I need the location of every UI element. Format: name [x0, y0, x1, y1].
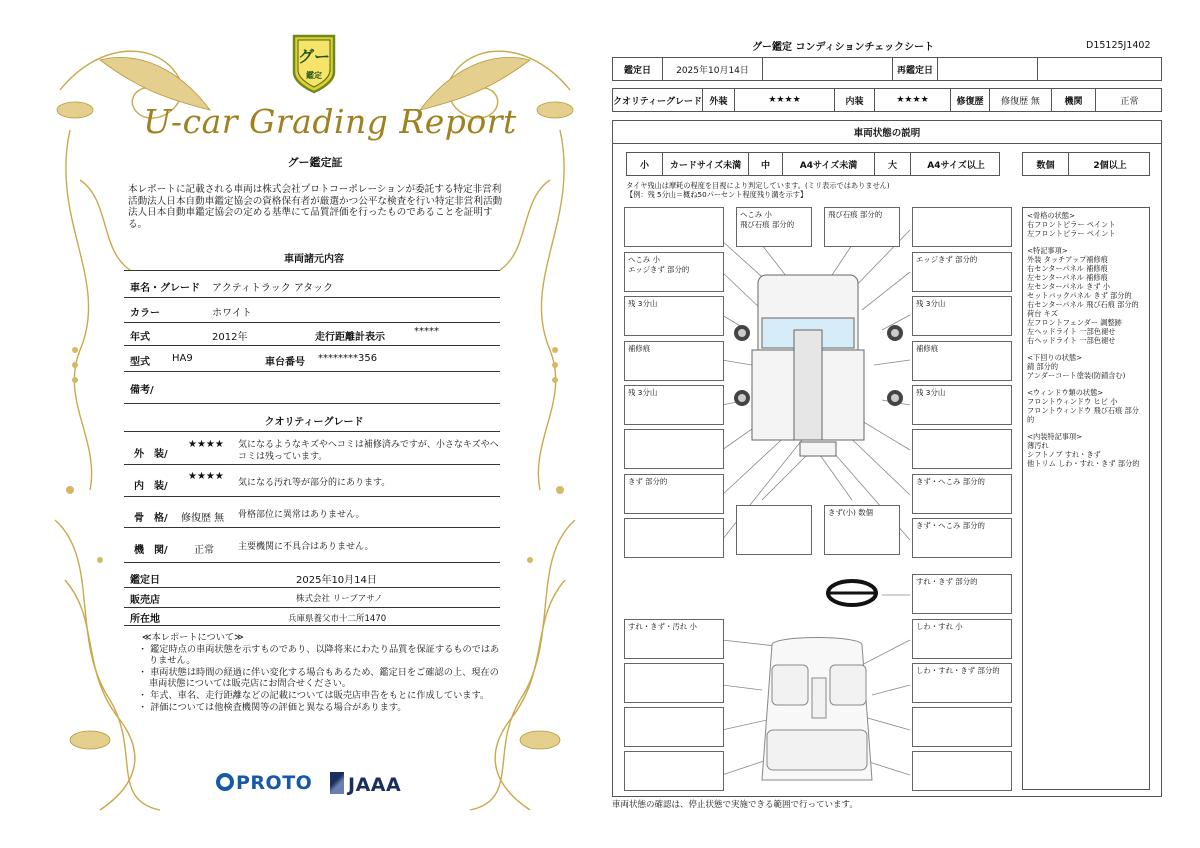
- exterior-value: ★★★★: [735, 89, 835, 111]
- location-label: 所在地: [130, 614, 160, 625]
- empty-cell: [1038, 58, 1163, 80]
- note-item: ・ 評価については他検査機関等の評価と異なる場合があります。: [138, 701, 407, 713]
- engine-text: 主要機関に不具合はありません。: [238, 542, 374, 552]
- tire-note: [626, 181, 890, 199]
- panel-gap: [1027, 345, 1145, 353]
- location-value: 兵庫県養父市十二所1470: [288, 614, 387, 624]
- panel-line: フロントウィンドウ ヒビ 小: [1027, 397, 1118, 406]
- empty-cell: [763, 58, 893, 80]
- color-value: ホワイト: [212, 308, 252, 319]
- condition-box: [736, 505, 812, 555]
- panel-line: 左フロントピラー ペイント: [1027, 229, 1116, 238]
- repair-label: 修復歴: [951, 89, 990, 111]
- panel-line: 左センターパネル きず 小: [1027, 282, 1110, 291]
- panel-line: <特記事項>: [1027, 246, 1068, 255]
- condition-box: きず(小) 数個: [824, 505, 900, 555]
- panel-line: 左センターパネル 補修痕: [1027, 273, 1108, 282]
- legend-medium-desc: A4サイズ未満: [783, 153, 875, 175]
- quality-heading: クオリティーグレード: [264, 417, 364, 428]
- panel-line: 右フロントピラー ペイント: [1027, 220, 1116, 229]
- condition-box: [624, 663, 724, 703]
- legend-medium: 中: [749, 153, 783, 175]
- panel-gap: [1027, 238, 1145, 246]
- proto-logo-text: PROTO: [236, 772, 313, 794]
- jaaa-logo-text: JAAA: [348, 774, 402, 796]
- panel-line: <下回りの状態>: [1027, 353, 1083, 362]
- panel-line: 左ヘッドライト 一部色褪せ: [1027, 327, 1116, 336]
- divider: [124, 431, 500, 432]
- steering-wheel-icon: [828, 581, 876, 605]
- condition-box: 補修痕: [912, 341, 1012, 381]
- condition-box: きず 部分的: [624, 474, 724, 514]
- interior-text: 気になる汚れ等が部分的にあります。: [238, 478, 391, 488]
- tire-note-line: タイヤ残山は摩耗の程度を目視により判定しています。(ミリ表示ではありません): [626, 181, 890, 190]
- chassis-value: ********356: [318, 353, 378, 364]
- divider: [124, 607, 500, 608]
- condition-box: 残 3分山: [912, 296, 1012, 336]
- panel-line: <骨格の状態>: [1027, 211, 1075, 220]
- panel-line: <内装特記事項>: [1027, 432, 1083, 441]
- condition-box: へこみ 小 エッジきず 部分的: [624, 252, 724, 292]
- odometer-value: *****: [414, 326, 439, 337]
- divider: [124, 270, 500, 271]
- condition-box: [624, 429, 724, 469]
- sheet-id: D15125J1402: [1086, 40, 1151, 51]
- engine-value: 正常: [1120, 96, 1139, 107]
- notes-title: ≪本レポートについて≫: [142, 632, 244, 643]
- legend-count-desc: 2個以上: [1093, 160, 1127, 171]
- frame-label: 骨 格/: [134, 513, 168, 524]
- legend-large: 大: [875, 153, 911, 175]
- exterior-stars: ★★★★: [188, 439, 224, 450]
- condition-box: [912, 429, 1012, 469]
- grade-row: [612, 88, 1162, 112]
- reinspect-value: [938, 58, 1038, 80]
- divider: [124, 587, 500, 588]
- divider: [124, 345, 500, 346]
- engine-value: 正常: [194, 545, 214, 556]
- interior-label: 内装: [835, 89, 875, 111]
- certificate-intro: 本レポートに記載される車両は株式会社プロトコーポレーションが委託する特定非営利活動法人日本自動車鑑定協会の資格保有者が厳選かつ公平な検査を行い特定非営利活動法人日本自動車鑑定協会の定める基準にて品質評価を行ったものであることを証明する。: [128, 184, 503, 230]
- jaaa-mark-icon: [330, 772, 344, 794]
- condition-details-panel: [1022, 207, 1150, 790]
- panel-line: 左フロントフェンダー 調整跡: [1027, 318, 1122, 327]
- report-notes: [138, 632, 500, 713]
- chassis-label: 車台番号: [265, 357, 305, 368]
- panel-line: アンダーコート塗装(防錆含む): [1027, 371, 1126, 380]
- odometer-label: 走行距離計表示: [315, 332, 385, 343]
- count-legend: [1022, 152, 1150, 176]
- exterior-label: 外 装/: [134, 449, 168, 460]
- condition-box: [912, 707, 1012, 747]
- dealer-value: 株式会社 リーブアサノ: [296, 594, 383, 604]
- remarks-label: 備考/: [130, 385, 154, 396]
- divider: [124, 562, 500, 563]
- engine-label: 機 関/: [134, 545, 168, 556]
- date-label: 鑑定日: [130, 575, 160, 586]
- divider: [124, 625, 500, 626]
- sheet-title: グー鑑定 コンディションチェックシート: [752, 42, 935, 53]
- jaaa-logo: [330, 772, 401, 796]
- interior-stars: ★★★★: [188, 471, 224, 482]
- note-item: ・ 鑑定時点の車両状態を示すものであり、以降将来にわたり品質を保証するものではありません。: [138, 643, 500, 667]
- condition-box: [912, 207, 1012, 247]
- model-label: 車名・グレード: [130, 283, 200, 294]
- interior-label: 内 装/: [134, 481, 168, 492]
- frame-value: 修復歴 無: [181, 513, 225, 524]
- panel-line: <ウィンドウ類の状態>: [1027, 388, 1104, 397]
- type-label: 型式: [130, 357, 150, 368]
- condition-box: 残 3分山: [912, 385, 1012, 425]
- year-label: 年式: [130, 332, 150, 343]
- panel-gap: [1027, 380, 1145, 388]
- condition-box: 飛び石痕 部分的: [824, 207, 900, 247]
- condition-box: [912, 751, 1012, 791]
- divider: [124, 464, 500, 465]
- tire-note-line: 【例：残 5分山＝概ね50パーセント程度残り溝を示す】: [626, 190, 808, 199]
- condition-box: エッジきず 部分的: [912, 252, 1012, 292]
- proto-mark-icon: [216, 773, 234, 791]
- year-value: 2012年: [212, 332, 248, 343]
- desc-heading: 車両状態の説明: [612, 120, 1162, 144]
- condition-box: [624, 751, 724, 791]
- script-title: U-car Grading Report: [143, 102, 517, 141]
- legend-small-desc: カードサイズ未満: [663, 153, 749, 175]
- note-item: ・ 年式、車名、走行距離などの記載については販売店申告をもとに作成しています。: [138, 689, 490, 701]
- interior-value: ★★★★: [875, 89, 951, 111]
- panel-line: 薄汚れ: [1027, 441, 1049, 450]
- date-row: [612, 57, 1162, 81]
- condition-box: へこみ 小 飛び石痕 部分的: [736, 207, 812, 247]
- quality-grade-label: クオリティーグレード: [613, 89, 703, 111]
- panel-line: セットバックパネル きず 部分的: [1027, 291, 1132, 300]
- condition-box: 補修痕: [624, 341, 724, 381]
- exterior-text: 気になるようなキズやヘコミは補修済みですが、小さなキズやヘコミは残っています。: [238, 440, 499, 462]
- sheet-date-label: 鑑定日: [613, 58, 663, 80]
- frame-text: 骨格部位に異常はありません。: [238, 510, 365, 520]
- sheet-footer-note: 車両状態の確認は、停止状態で実施できる範囲で行っています。: [612, 800, 858, 810]
- svg-text:鑑定: 鑑定: [306, 71, 322, 80]
- panel-line: 錆 部分的: [1027, 362, 1059, 371]
- panel-line: 右センターパネル 補修痕: [1027, 264, 1108, 273]
- type-value: HA9: [172, 353, 193, 364]
- engine-label: 機関: [1052, 89, 1096, 111]
- model-value: アクティトラック アタック: [212, 283, 334, 294]
- repair-value: 修復歴 無: [990, 89, 1052, 111]
- legend-large-desc: A4サイズ以上: [927, 160, 985, 171]
- reinspect-label: 再鑑定日: [893, 58, 938, 80]
- condition-box: [624, 207, 724, 247]
- date-value: 2025年10月14日: [296, 575, 377, 586]
- panel-line: フロントウィンドウ 飛び石痕 部分的: [1027, 406, 1139, 424]
- color-label: カラー: [130, 308, 160, 319]
- condition-box: しわ・すれ・きず 部分的: [912, 663, 1012, 703]
- size-legend: [626, 152, 1000, 176]
- svg-text:グー: グー: [297, 47, 331, 66]
- certificate-title: グー鑑定証: [287, 156, 343, 169]
- note-item: ・ 車両状態は時間の経過に伴い変化する場合もあるため、鑑定日をご確認の上、現在の車両状態については販売店にお問合せください。: [138, 666, 499, 690]
- condition-box: すれ・きず 部分的: [912, 574, 1012, 614]
- proto-logo: [216, 772, 312, 794]
- condition-box: すれ・きず・汚れ 小: [624, 619, 724, 659]
- goo-kantei-emblem: [288, 32, 340, 94]
- dealer-label: 販売店: [130, 595, 160, 606]
- condition-box: 残 3分山: [624, 385, 724, 425]
- condition-box: きず・へこみ 部分的: [912, 518, 1012, 558]
- legend-small: 小: [627, 153, 663, 175]
- panel-line: 右ヘッドライト 一部色褪せ: [1027, 336, 1116, 345]
- panel-gap: [1027, 424, 1145, 432]
- divider: [124, 322, 500, 323]
- divider: [124, 527, 500, 528]
- condition-box: きず・へこみ 部分的: [912, 474, 1012, 514]
- sheet-date-value: 2025年10月14日: [663, 58, 763, 80]
- panel-line: 右センターパネル 飛び石痕 部分的: [1027, 300, 1139, 309]
- divider: [124, 496, 500, 497]
- condition-box: [624, 518, 724, 558]
- divider: [124, 403, 500, 404]
- legend-count: 数個: [1023, 153, 1069, 175]
- grading-certificate: [40, 20, 590, 830]
- divider: [124, 371, 500, 372]
- panel-line: シフトノブ すれ・きず: [1027, 450, 1101, 459]
- panel-line: 荷台 キズ: [1027, 309, 1058, 318]
- exterior-label: 外装: [703, 89, 735, 111]
- panel-line: 他トリム しわ・すれ・きず 部分的: [1027, 459, 1140, 468]
- condition-box: しわ・すれ 小: [912, 619, 1012, 659]
- condition-box: 残 3分山: [624, 296, 724, 336]
- condition-box: [624, 707, 724, 747]
- divider: [124, 297, 500, 298]
- specs-heading: 車両諸元内容: [284, 254, 344, 265]
- panel-line: 外装 タッチアップ補修痕: [1027, 255, 1108, 264]
